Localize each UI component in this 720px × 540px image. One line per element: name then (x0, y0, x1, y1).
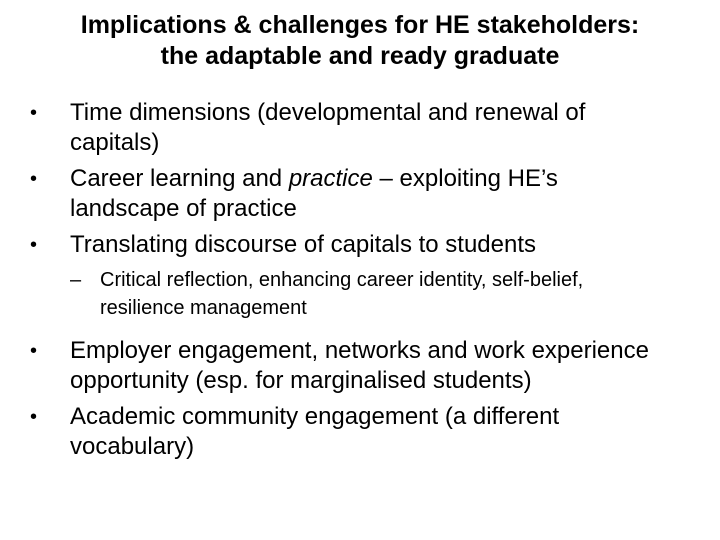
slide-title-line-2: the adaptable and ready graduate (160, 42, 560, 70)
bullet-list (30, 98, 670, 468)
bullet-item-career-learning (30, 164, 670, 224)
bullet-item-time-dimensions (30, 98, 670, 158)
sub-bullet-text: Critical reflection, enhancing career identity, self-belief, resilience management (100, 269, 584, 319)
bullet-text: Time dimensions (developmental and renewal of capitals) (70, 99, 586, 156)
dash-marker: – (70, 269, 82, 291)
sub-bullet-item-critical-reflection (30, 266, 670, 322)
bullet-item-employer-engagement (30, 336, 670, 396)
bullet-text: Academic community engagement (a different vocabulary) (70, 403, 560, 460)
bullet-text: Translating discourse of capitals to students (70, 231, 537, 258)
bullet-text-prefix: Career learning and (70, 165, 289, 192)
slide-title (20, 10, 700, 72)
bullet-text: Employer engagement, networks and work experience opportunity (esp. for marginalised students) (70, 337, 649, 394)
bullet-marker: • (30, 340, 38, 362)
bullet-marker: • (30, 168, 38, 190)
bullet-item-translating-discourse (30, 230, 670, 260)
bullet-marker: • (30, 406, 38, 428)
bullet-item-academic-community (30, 402, 670, 462)
bullet-marker: • (30, 234, 38, 256)
bullet-text-suffix: – exploiting HE’s landscape of practice (70, 165, 558, 222)
bullet-text-emphasis: practice (288, 165, 373, 192)
bullet-marker: • (30, 102, 38, 124)
slide-title-line-1: Implications & challenges for HE stakeholders: (80, 11, 640, 39)
